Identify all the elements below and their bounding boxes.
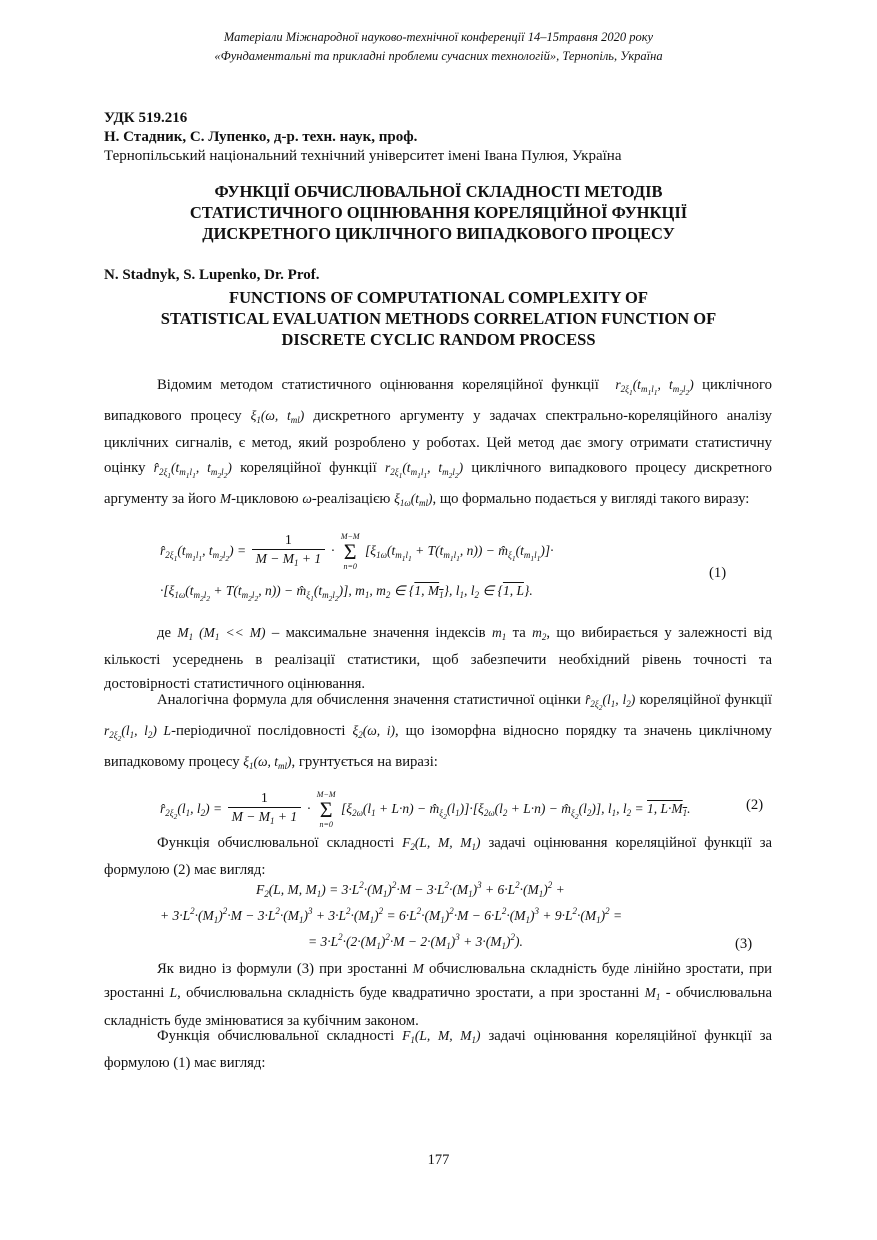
formula-inline: $r_{2\xi_1}(t_{m_1l_1}$, $t_{m_2l_2}$) [607,377,694,397]
authors-ua: Н. Стадник, С. Лупенко, д-р. техн. наук, проф. [104,129,418,145]
text: , грунтується на виразі: [291,754,438,771]
formula-inline: $\xi_2(\omega$, i) [352,723,396,741]
text: де [157,625,171,641]
udk: УДК 519.216 [104,110,188,126]
text: циклічного випадкового процесу дискретного аргументу за його [104,459,773,507]
page-number: 177 [427,1152,450,1168]
text: дискретного аргументу у задачах спектрально-кореляційного аналізу циклічних сигналів, є метод, який розроблено у роботах. Цей метод дає змогу отримати статистичну оцінку [104,408,773,476]
text: Аналогічна формула для обчислення значення статистичної оцінки [157,692,581,708]
text: , обчислювальна складність буде квадратично зростати, а при зростанні [177,985,640,1002]
formula-inline: $F_2(L$, M, $M_1$) [402,835,481,852]
title-ua-line: СТАТИСТИЧНОГО ОЦІНЮВАННЯ КОРЕЛЯЦІЙНОЇ ФУНКЦІЇ [189,203,688,222]
text: -реалізацією [311,490,391,507]
title-en-line: DISCRETE CYCLIC RANDOM PROCESS [281,330,596,349]
text: кореляційної функції [240,459,377,476]
formula-inline: $\xi_1(\omega$, $t_{ml}$) [243,754,292,772]
text: задачі оцінювання кореляційної функції за формулою (1) має вигляд: [104,1028,773,1072]
equation-1-line1: $r̂_{2\xi_1}(t_{m_1l_1}$, $t_{m_2l_2}$) = $\frac{1}{M - M_1 + 1}$ · M−M Σ n=0 [$\xi_{1\omega}(t_{m_1l_1} + T(t_{m_1l_1}$, $n)) - m̂_{\xi_1}(t_{m_1l_1})]\cdot$ [160,532,554,571]
equation-3-number: (3) [735,936,753,952]
text: та [512,625,526,641]
text: -цикловою [231,490,299,507]
title-en-line: STATISTICAL EVALUATION METHODS CORRELATION FUNCTION OF [160,309,717,328]
formula-inline: $M_1$ [644,985,661,1003]
conference-header-line1: Матеріали Міжнародної науково-технічної конференції 14–15травня 2020 року [223,30,654,44]
text: , що формально подається у вигляді такого виразу: [432,490,750,507]
formula-inline: ω [302,490,312,506]
equation-2-number: (2) [746,797,764,813]
title-ua [60,181,817,244]
paragraph-2 [104,621,772,696]
equation-1-line2: $\cdot[\xi_{1\omega}(t_{m_2l_2} + T(t_{m_2l_2}$, $n)) - m̂_{\xi_1}(t_{m_2l_2})$], $m_1$, $m_2$ ∈ {1, $M_1$}, $l_1$, $l_2$ ∈ {1, L}. [160,583,533,603]
paragraph-5 [104,957,772,1033]
text: кореляційної функції [639,692,773,708]
text: Функція обчислювальної складності [157,835,395,851]
title-ua-line: ФУНКЦІЇ ОБЧИСЛЮВАЛЬНОЇ СКЛАДНОСТІ МЕТОДІВ [214,182,663,201]
formula-inline: M [412,961,424,976]
text: Як видно із формули (3) при зростанні [157,961,408,977]
formula-inline: $m_2$ [532,625,547,642]
paragraph-1 [104,373,772,515]
text: -періодичної послідовності [171,723,346,740]
paragraph-3 [104,688,772,778]
formula-inline: M [219,490,232,506]
formula-inline: $r_{2\xi_2}(l_1$, $l_2$) L [104,723,172,743]
formula-inline: L [169,985,178,1001]
formula-inline: $\xi_{1\omega}(t_{ml})$ [394,490,433,508]
text: циклічного випадкового процесу [104,377,772,425]
equation-3-line2: + $3\cdot L^2\cdot(M_1)^2\cdot M - 3\cdot L^2\cdot(M_1)^3 + 3\cdot L^2\cdot(M_1)^2 = 6\cdot L^2\cdot(M_1)^2\cdot M - 6\cdot L^2\cdot(M_1)^3 + 9\cdot L^2\cdot(M_1)^2$ = [160,906,623,925]
text: - обчислювальна складність буде змінюватися за кубічним законом. [104,985,773,1029]
paragraph-4 [104,831,772,883]
text: Функція обчислювальної складності [157,1028,395,1044]
text: , що ізоморфна відносно порядку та значень циклічному випадковому процесу [104,723,772,771]
text: задачі оцінювання кореляційної функції за формулою (2) має вигляд: [104,835,773,879]
formula-inline: $F_1(L$, M, $M_1$) [402,1028,481,1045]
text: обчислювальна складність буде лінійно зростати, при зростанні [104,961,773,1002]
affiliation: Тернопільський національний технічний університет імені Івана Пулюя, Україна [104,148,622,164]
formula-inline: $r̂_{2\xi_1}(t_{m_1l_1}$, $t_{m_2l_2}$) [153,459,232,480]
formula-inline: $m_1$ [491,625,507,642]
text: , що вибирається у залежності від кількості усереднень в реалізації статистики, щоб забезпечити необхідний рівень точності та достовірності статистичного оцінювання. [104,625,772,692]
text: – максимальне значення індексів [271,625,486,641]
formula-inline: $M_1$ $(M_1 << M)$ [177,625,266,642]
equation-2: $r̂_{2\xi_2}(l_1$, $l_2$) = $\frac{1}{M - M_1 + 1}$ · M−M Σ n=0 [$\xi_{2\omega}(l_1 + L\cdot n)$ − $m̂_{\xi_2}(l_1)]\cdot[\xi_{2\omega}(l_2 + L\cdot n)$ − $m̂_{\xi_2}(l_2)$], $l_1$, $l_2 = 1$, $L\cdot M_1$. [160,790,691,829]
equation-3-line3: = $3\cdot L^2\cdot(2\cdot(M_1)^2\cdot M - 2\cdot(M_1)^3 + 3\cdot(M_1)^2)$. [308,932,523,951]
text: Відомим методом статистичного оцінювання кореляційної функції [157,377,599,393]
equation-3-line1: $F_2(L$, M, $M_1) = 3\cdot L^2\cdot(M_1)^2\cdot M - 3\cdot L^2\cdot(M_1)^3 + 6\cdot L^2\cdot(M_1)^2$ + [256,880,565,899]
formula-inline: $\xi_1(\omega$, $t_{ml}$) [250,408,305,426]
title-ua-line: ДИСКРЕТНОГО ЦИКЛІЧНОГО ВИПАДКОВОГО ПРОЦЕСУ [202,224,675,243]
formula-inline: $r̂_{2\xi_2}(l_1$, $l_2$) [585,692,636,712]
authors-en: N. Stadnyk, S. Lupenko, Dr. Prof. [104,267,320,283]
equation-1-number: (1) [709,565,727,581]
title-en [60,287,817,350]
conference-header-line2: «Фундаментальні та прикладні проблеми сучасних технологій», Тернопіль, Україна [214,49,663,63]
formula-inline: $r_{2\xi_1}(t_{m_1l_1}$, $t_{m_2l_2}$) [384,459,464,480]
title-en-line: FUNCTIONS OF COMPUTATIONAL COMPLEXITY OF [229,288,648,307]
paragraph-6 [104,1024,772,1076]
